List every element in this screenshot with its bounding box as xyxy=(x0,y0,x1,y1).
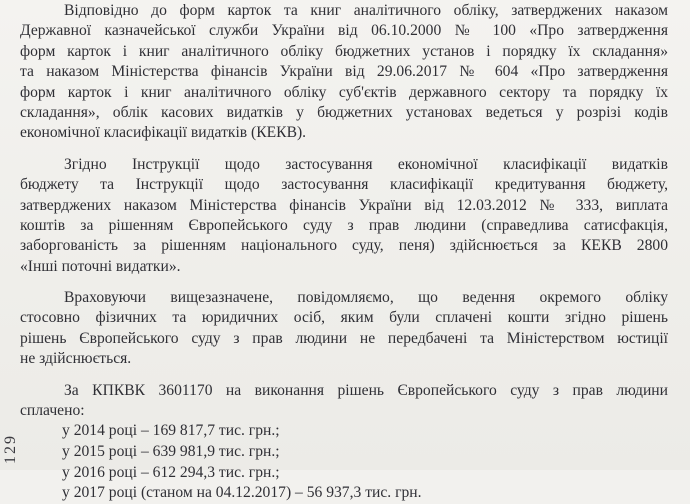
text-line: Згідно Інструкції щодо застосування економічної класифікації видатків xyxy=(64,155,668,173)
text-line: стосовно фізичних та юридичних осіб, яким були сплачені кошти згідно рішень xyxy=(20,309,668,327)
text-line: форм карток і книг аналітичного обліку бюджетних установ і порядку їх складання» xyxy=(20,42,668,60)
text-line: коштів за рішенням Європейського суду з прав людини (справедлива сатисфакція, xyxy=(20,216,668,234)
text-line: економічної класифікації видатків (КЕКВ). xyxy=(20,124,307,142)
payment-item-2016: у 2016 році – 612 294,3 тис. грн.; xyxy=(62,463,280,481)
text-line: За КПКВК 3601170 на виконання рішень Європейського суду з прав людини xyxy=(64,381,668,399)
payments-list xyxy=(20,421,668,503)
payment-item-2015: у 2015 році – 639 981,9 тис. грн.; xyxy=(62,443,280,461)
paragraph-instruction xyxy=(20,155,668,277)
text-line: не здійснюється. xyxy=(20,350,132,368)
margin-page-number: 129 xyxy=(2,434,19,464)
text-line: Державної казначейської служби України від 06.10.2000 № 100 «Про затвердження xyxy=(20,22,668,40)
paragraph-notice xyxy=(20,288,668,370)
paragraph-kpkvk xyxy=(20,381,668,422)
text-line: Враховуючи вищезазначене, повідомляємо, що ведення окремого обліку xyxy=(64,289,668,307)
text-line: Відповідно до форм карток та книг аналітичного обліку, затверджених наказом xyxy=(64,2,668,19)
text-line: форм карток і книг аналітичного обліку суб'єктів державного сектору та порядку їх xyxy=(20,83,668,101)
document-body xyxy=(20,0,668,504)
text-line: затверджених наказом Міністерства фінансів України від 12.03.2012 № 333, виплата xyxy=(20,196,668,214)
payment-item-2017: у 2017 році (станом на 04.12.2017) – 56 937,3 тис. грн. xyxy=(62,484,422,502)
text-line: бюджету та Інструкції щодо застосування класифікації кредитування бюджету, xyxy=(20,176,668,194)
text-line: та наказом Міністерства фінансів України від 29.06.2017 № 604 «Про затвердження xyxy=(20,63,668,81)
text-line: сплачено: xyxy=(20,402,85,420)
text-line: складання», облік касових видатків у бюджетних установах ведеться у розрізі кодів xyxy=(20,103,668,121)
text-line: заборгованість за рішенням національного суду, пеня) здійснюється за КЕКВ 2800 xyxy=(20,237,668,255)
paragraph-accounting-forms xyxy=(20,1,668,144)
payment-item-2014: у 2014 році – 169 817,7 тис. грн.; xyxy=(62,422,280,440)
text-line: «Інші поточні видатки». xyxy=(20,257,181,275)
text-line: рішень Європейського суду з прав людини не передбачені та Міністерством юстиції xyxy=(20,329,668,347)
